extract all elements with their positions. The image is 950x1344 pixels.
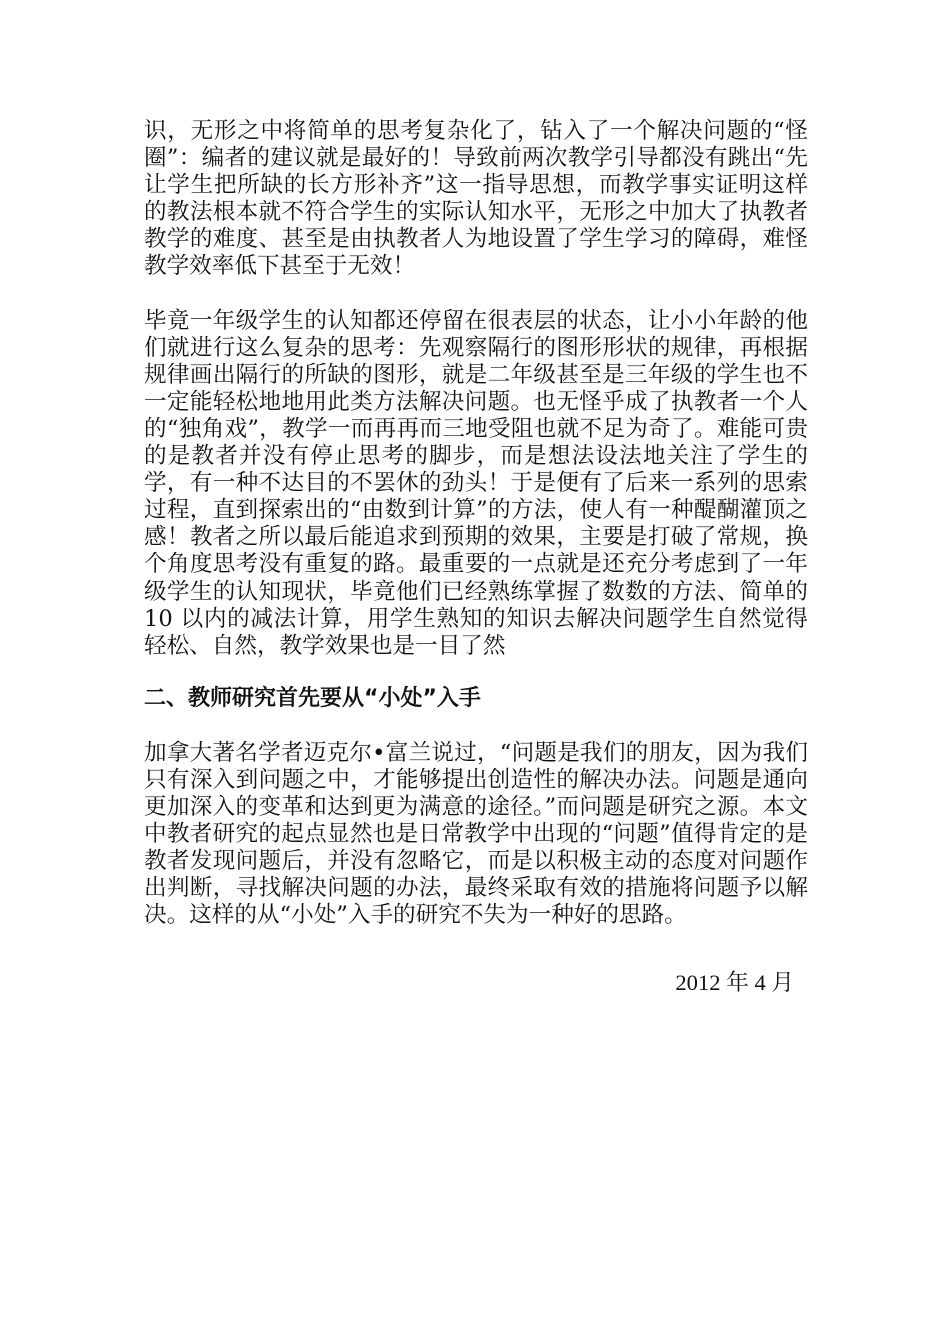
body-paragraph-2: 毕竟一年级学生的认知都还停留在很表层的状态，让小小年龄的他们就进行这么复杂的思考：先观察隔行的图形形状的规律，再根据规律画出隔行的所缺的图形，就是二年级甚至是三年级的学生也不一定能轻松地地用此类方法解决问题。也无怪乎成了执教者一个人的“独角戏”，教学一而再再而三地受阻也就不足为奇了。难能可贵的是教者并没有停止思考的脚步，而是想法设法地关注了学生的学，有一种不达目的不罢休的劲头！于是便有了后来一系列的思索过程，直到探索出的“由数到计算”的方法，使人有一种醍醐灌顶之感！教者之所以最后能追求到预期的效果，主要是打破了常规，换个角度思考没有重复的路。最重要的一点就是还充分考虑到了一年级学生的认知现状，毕竟他们已经熟练掌握了数数的方法、简单的 10 以内的减法计算，用学生熟知的知识去解决问题学生自然觉得轻松、自然，教学效果也是一目了然 (144, 307, 808, 659)
document-body (144, 118, 808, 997)
body-paragraph-1: 识，无形之中将简单的思考复杂化了，钻入了一个解决问题的“怪圈”：编者的建议就是最好的！导致前两次教学引导都没有跳出“先让学生把所缺的长方形补齐”这一指导思想，而教学事实证明这样的教法根本就不符合学生的实际认知水平，无形之中加大了执教者教学的难度、甚至是由执教者人为地设置了学生学习的障碍，难怪教学效率低下甚至于无效！ (144, 118, 808, 280)
body-paragraph-3: 加拿大著名学者迈克尔•富兰说过，“问题是我们的朋友，因为我们只有深入到问题之中，才能够提出创造性的解决办法。问题是通向更加深入的变革和达到更为满意的途径。”而问题是研究之源。本文中教者研究的起点显然也是日常教学中出现的“问题”值得肯定的是教者发现问题后，并没有忽略它，而是以积极主动的态度对问题作出判断，寻找解决问题的办法，最终采取有效的措施将问题予以解决。这样的从“小处”入手的研究不失为一种好的思路。 (144, 739, 808, 929)
section-heading: 二、教师研究首先要从“小处”入手 (144, 685, 481, 711)
document-date: 2012 年 4 月 (675, 970, 794, 996)
